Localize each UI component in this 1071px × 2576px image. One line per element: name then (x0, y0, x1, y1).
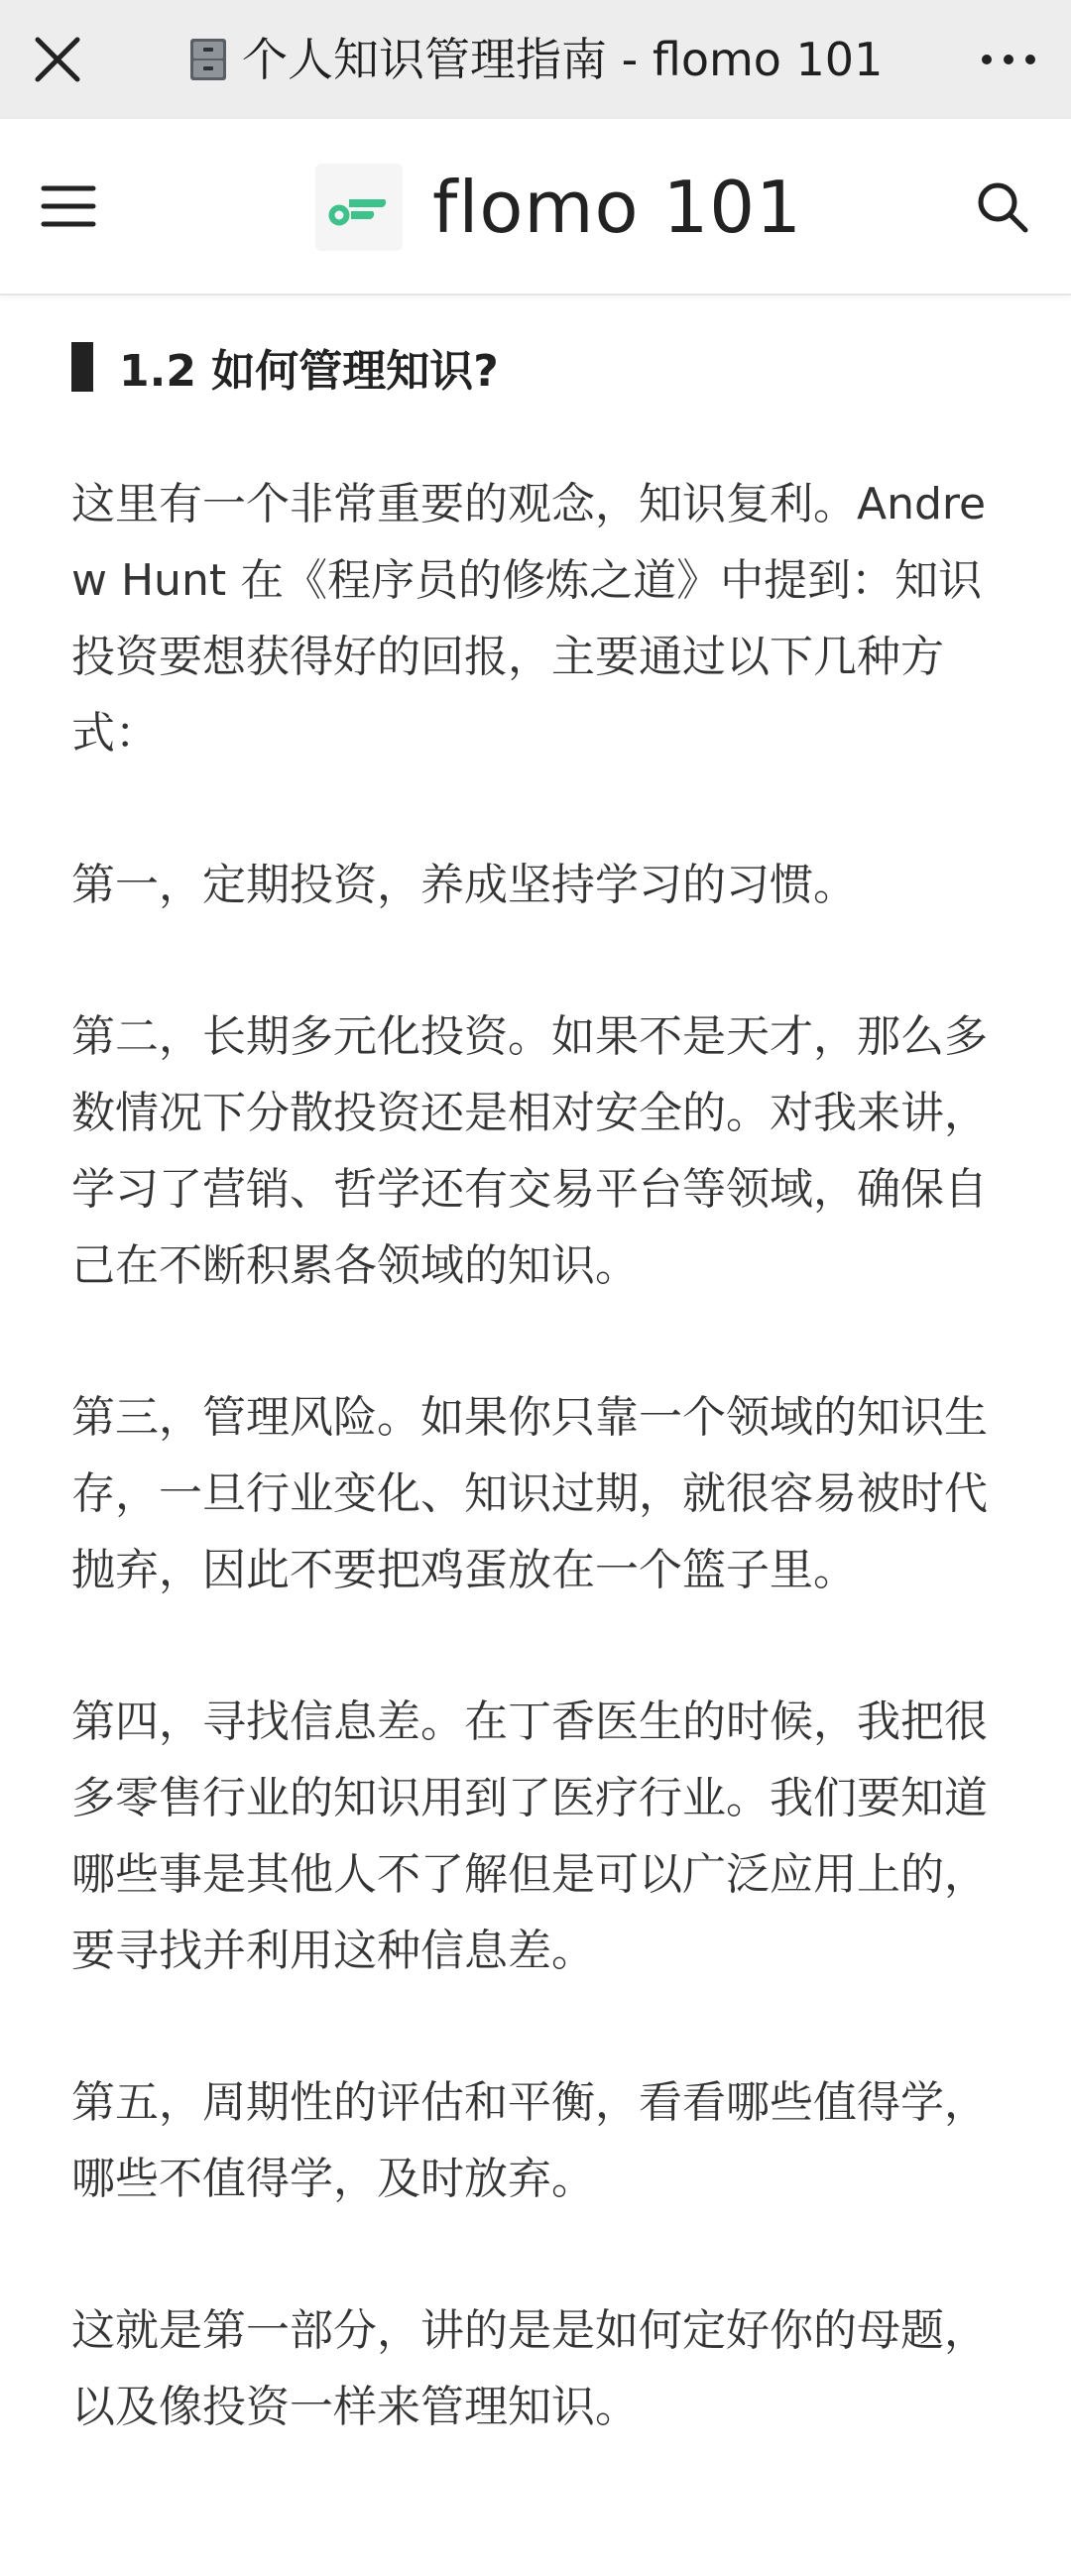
section-heading (71, 337, 1000, 397)
flomo-logo (315, 164, 403, 251)
brand-link[interactable] (315, 163, 802, 252)
article-body (0, 295, 1071, 2445)
more-options-icon[interactable] (974, 30, 1043, 89)
paragraph-first: 第一，定期投资，养成坚持学习的习惯。 (71, 860, 857, 910)
section-heading-text: 1.2 如何管理知识? (119, 346, 499, 397)
file-cabinet-icon (188, 38, 228, 81)
window-title (188, 0, 883, 119)
paragraph-fourth: 第四，寻找信息差。在丁香医生的时候，我把很多零售行业的知识用到了医疗行业。我们要知道哪些事是其他人不了解但是可以广泛应用上的，要寻找并利用这种信息差。 (71, 1697, 988, 1976)
close-icon[interactable] (28, 30, 87, 89)
flomo-logo-icon (327, 187, 391, 227)
paragraph-second: 第二，长期多元化投资。如果不是天才，那么多数情况下分散投资还是相对安全的。对我来讲，学习了营销、哲学还有交易平台等领域，确保自己在不断积累各领域的知识。 (71, 1011, 988, 1291)
brand-name: flomo 101 (432, 166, 802, 249)
heading-bar (71, 342, 93, 392)
paragraph-summary: 这就是第一部分，讲的是是如何定好你的母题，以及像投资一样来管理知识。 (71, 2305, 988, 2432)
paragraph-intro: 这里有一个非常重要的观念，知识复利。Andrew Hunt 在《程序员的修炼之道》中提到：知识投资要想获得好的回报，主要通过以下几种方式： (71, 479, 987, 759)
site-header (0, 119, 1071, 295)
search-icon[interactable] (974, 178, 1031, 236)
paragraph-third: 第三，管理风险。如果你只靠一个领域的知识生存，一旦行业变化、知识过期，就很容易被时代抛弃，因此不要把鸡蛋放在一个篮子里。 (71, 1392, 988, 1595)
paragraph-fifth: 第五，周期性的评估和平衡，看看哪些值得学，哪些不值得学，及时放弃。 (71, 2077, 988, 2204)
hamburger-menu-icon[interactable] (40, 180, 97, 232)
window-title-text: 个人知识管理指南 - flomo 101 (242, 33, 884, 86)
browser-top-bar (0, 0, 1071, 119)
